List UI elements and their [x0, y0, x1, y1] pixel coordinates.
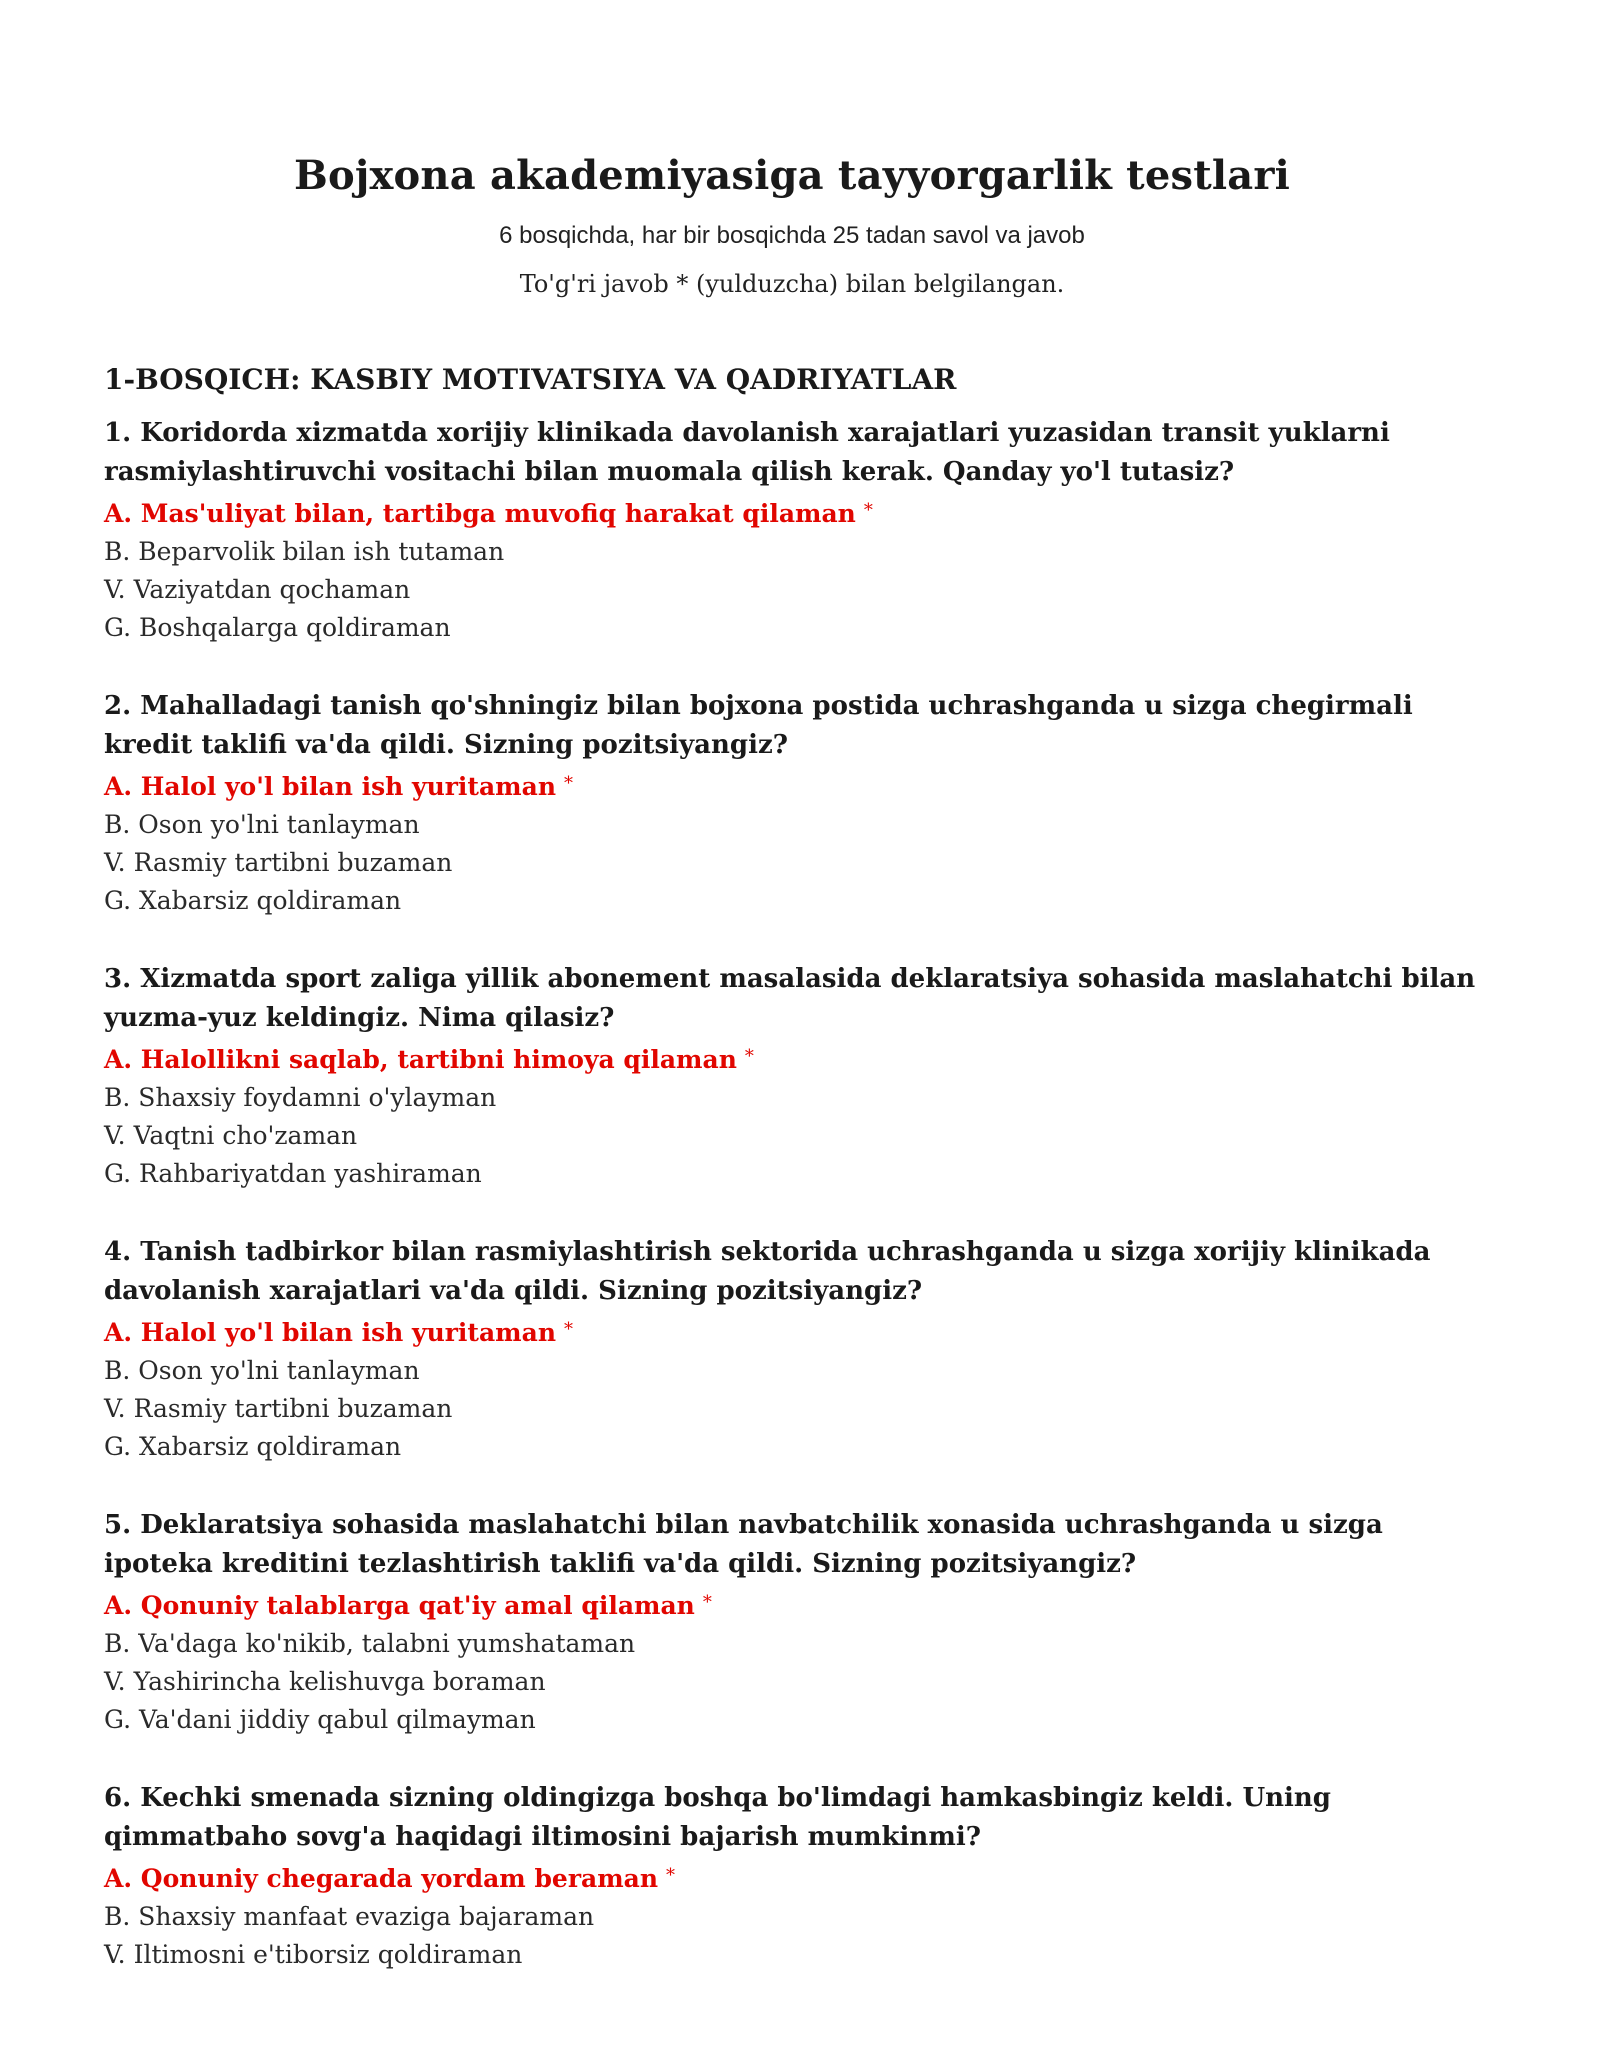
correct-answer-option — [104, 1857, 1480, 1898]
correct-mark: * — [666, 1865, 676, 1886]
question-block — [104, 687, 1480, 920]
page-subtitle: 6 bosqichda, har bir bosqichda 25 tadan savol va javob — [499, 222, 1085, 249]
question-text: 2. Mahalladagi tanish qo'shningiz bilan bojxona postida uchrashganda u sizga chegirmali kredit taklifi va'da qildi. Sizning pozitsiyangiz? — [104, 691, 1413, 760]
answer-option: V. Vaziyatdan qochaman — [104, 575, 411, 604]
answer-option: V. Rasmiy tartibni buzaman — [104, 1394, 453, 1423]
question-text: 6. Kechki smenada sizning oldingizga boshqa bo'limdagi hamkasbingiz keldi. Uning qimmatbaho sovg'a haqidagi iltimosini bajarish mumkinmi? — [104, 1783, 1331, 1852]
answer-option: B. Beparvolik bilan ish tutaman — [104, 537, 505, 566]
answer-option: V. Vaqtni cho'zaman — [104, 1121, 358, 1150]
correct-answer-option — [104, 1584, 1480, 1625]
answer-option: G. Boshqalarga qoldiraman — [104, 613, 451, 642]
correct-mark: * — [564, 1319, 574, 1340]
answer-option: V. Iltimosni e'tiborsiz qoldiraman — [104, 1940, 523, 1969]
answer-option: B. Shaxsiy foydamni o'ylayman — [104, 1083, 497, 1112]
correct-mark: * — [564, 773, 574, 794]
question-text: 4. Tanish tadbirkor bilan rasmiylashtirish sektorida uchrashganda u sizga xorijiy klinikada davolanish xarajatlari va'da qildi. Sizning pozitsiyangiz? — [104, 1237, 1431, 1306]
answer-option: G. Rahbariyatdan yashiraman — [104, 1159, 482, 1188]
question-block — [104, 1779, 1480, 1974]
answer-option: B. Oson yo'lni tanlayman — [104, 1356, 420, 1385]
answer-option: G. Va'dani jiddiy qabul qilmayman — [104, 1705, 536, 1734]
answer-option: B. Shaxsiy manfaat evaziga bajaraman — [104, 1902, 595, 1931]
option-label: A. Halollikni saqlab, tartibni himoya qilaman — [104, 1045, 737, 1074]
answer-option: B. Oson yo'lni tanlayman — [104, 810, 420, 839]
question-block — [104, 960, 1480, 1193]
correct-answer-option — [104, 1311, 1480, 1352]
question-block — [104, 1233, 1480, 1466]
answer-option: V. Yashirincha kelishuvga boraman — [104, 1667, 546, 1696]
question-text: 3. Xizmatda sport zaliga yillik abonement masalasida deklaratsiya sohasida maslahatchi bilan yuzma-yuz keldingiz. Nima qilasiz? — [104, 964, 1476, 1033]
correct-mark: * — [744, 1046, 754, 1067]
option-label: A. Halol yo'l bilan ish yuritaman — [104, 1318, 557, 1347]
correct-answer-option — [104, 765, 1480, 806]
answer-option: B. Va'daga ko'nikib, talabni yumshataman — [104, 1629, 636, 1658]
correct-answer-option — [104, 492, 1480, 533]
answer-option: G. Xabarsiz qoldiraman — [104, 886, 402, 915]
question-text: 5. Deklaratsiya sohasida maslahatchi bilan navbatchilik xonasida uchrashganda u sizga ipoteka kreditini tezlashtirish taklifi va'da qildi. Sizning pozitsiyangiz? — [104, 1510, 1383, 1579]
answer-option: V. Rasmiy tartibni buzaman — [104, 848, 453, 877]
question-text: 1. Koridorda xizmatda xorijiy klinikada davolanish xarajatlari yuzasidan transit yuklarni rasmiylashtiruvchi vositachi bilan muomala qilish kerak. Qanday yo'l tutasiz? — [104, 418, 1390, 487]
option-label: A. Mas'uliyat bilan, tartibga muvofiq harakat qilaman — [104, 499, 856, 528]
option-label: A. Qonuniy talablarga qat'iy amal qilaman — [104, 1591, 695, 1620]
question-block — [104, 1506, 1480, 1739]
correct-mark: * — [702, 1592, 712, 1613]
correct-answer-option — [104, 1038, 1480, 1079]
section-heading: 1-BOSQICH: KASBIY MOTIVATSIYA VA QADRIYATLAR — [104, 363, 957, 396]
option-label: A. Halol yo'l bilan ish yuritaman — [104, 772, 557, 801]
answer-option: G. Xabarsiz qoldiraman — [104, 1432, 402, 1461]
option-label: A. Qonuniy chegarada yordam beraman — [104, 1864, 659, 1893]
answer-key-note: To'g'ri javob * (yulduzcha) bilan belgilangan. — [519, 270, 1065, 298]
correct-mark: * — [863, 500, 873, 521]
question-block — [104, 414, 1480, 647]
page-title: Bojxona akademiyasiga tayyorgarlik testlari — [293, 152, 1291, 199]
